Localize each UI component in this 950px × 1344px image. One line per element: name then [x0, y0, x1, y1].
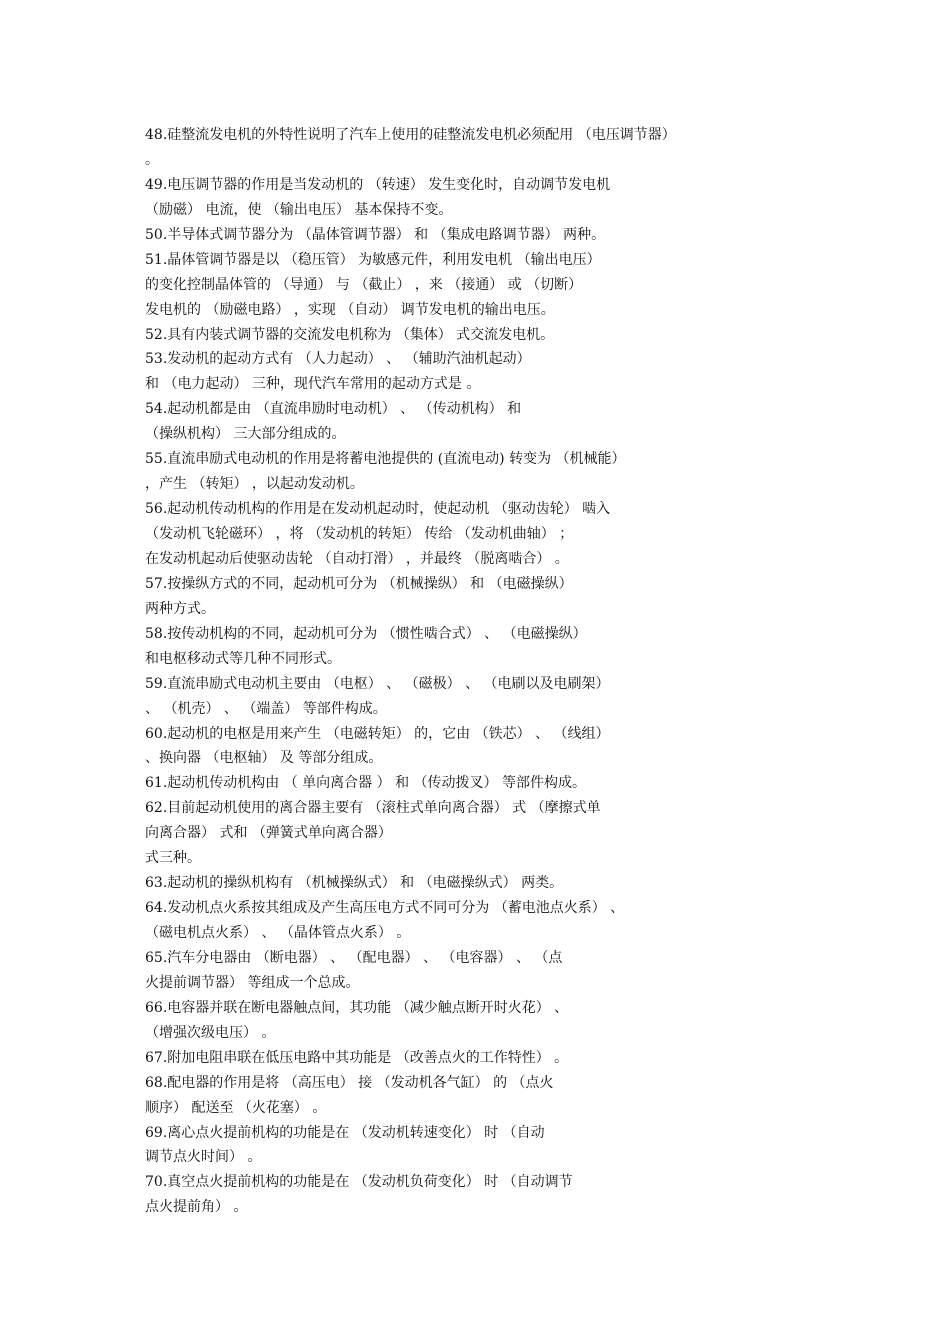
text-line: ，产生 （转矩） ，以起动发动机。 [145, 476, 364, 493]
text-line: 。 [145, 151, 159, 168]
text-line: 调节点火时间） 。 [145, 1149, 262, 1166]
text-line: 67.附加电阻串联在低压电路中其功能是 （改善点火的工作特性） 。 [145, 1049, 569, 1066]
text-line: 70.真空点火提前机构的功能是在 （发动机负荷变化） 时 （自动调节 [145, 1174, 573, 1191]
text-line: 点火提前角） 。 [145, 1199, 248, 1216]
text-line: 式三种。 [145, 850, 201, 867]
text-line: （增强次级电压） 。 [145, 1024, 276, 1041]
text-line: 发电机的 （励磁电路） ，实现 （自动） 调节发电机的输出电压。 [145, 301, 555, 318]
text-line: 49.电压调节器的作用是当发动机的 （转速） 发生变化时，自动调节发电机 [145, 176, 611, 193]
text-line: 54.起动机都是由 （直流串励时电动机） 、 （传动机构） 和 [145, 401, 522, 418]
text-line: （发动机飞轮磁环） ，将 （发动机的转矩） 传给 （发动机曲轴） ； [145, 526, 574, 542]
text-line: 的变化控制晶体管的 （导通） 与 （截止） ，来 （接通） 或 （切断） [145, 276, 583, 293]
text-line: 和 （电力起动） 三种，现代汽车常用的起动方式是 。 [145, 376, 481, 393]
text-line: 64.发动机点火系按其组成及产生高压电方式不同可分为 （蓄电池点火系） 、 [145, 900, 625, 917]
text-line: 63.起动机的操纵机构有 （机械操纵式） 和 （电磁操纵式） 两类。 [145, 875, 564, 892]
text-line: （操纵机构） 三大部分组成的。 [145, 426, 346, 443]
text-line: 66.电容器并联在断电器触点间，其功能 （减少触点断开时火花） 、 [145, 999, 569, 1016]
text-line: 62.目前起动机使用的离合器主要有 （滚柱式单向离合器） 式 （摩擦式单 [145, 800, 601, 817]
text-line: 53.发动机的起动方式有 （人力起动） 、 （辅助汽油机起动） [145, 351, 531, 368]
text-line: 50.半导体式调节器分为 （晶体管调节器） 和 （集成电路调节器） 两种。 [145, 226, 606, 243]
text-line: 向离合器） 式和 （弹簧式单向离合器） [145, 825, 392, 842]
text-line: 、换向器 （电枢轴） 及 等部分组成。 [145, 750, 383, 767]
text-line: 48.硅整流发电机的外特性说明了汽车上使用的硅整流发电机必须配用 （电压调节器） [145, 127, 676, 143]
text-line: 56.起动机传动机构的作用是在发动机起动时，使起动机 （驱动齿轮） 啮入 [145, 501, 611, 518]
text-line: 69.离心点火提前机构的功能是在 （发动机转速变化） 时 （自动 [145, 1124, 545, 1141]
text-line: 60.起动机的电枢是用来产生 （电磁转矩） 的，它由 （铁芯） 、 （线组） [145, 725, 610, 742]
text-line: 61.起动机传动机构由 （ 单向离合器 ） 和 （传动拨叉） 等部件构成。 [145, 775, 586, 792]
text-line: （磁电机点火系） 、 （晶体管点火系） 。 [145, 925, 411, 941]
text-line: 顺序） 配送至 （火花塞） 。 [145, 1099, 327, 1116]
document-body [145, 123, 810, 1220]
text-line: 火提前调节器） 等组成一个总成。 [145, 974, 360, 991]
text-line: 和电枢移动式等几种不同形式。 [145, 650, 341, 667]
text-line: 58.按传动机构的不同，起动机可分为 （惯性啮合式） 、 （电磁操纵） [145, 625, 587, 642]
text-line: 51.晶体管调节器是以 （稳压管） 为敏感元件，利用发电机 （输出电压） [145, 251, 601, 268]
text-line: 、 （机壳） 、 （端盖） 等部件构成。 [145, 700, 387, 717]
text-line: 59.直流串励式电动机主要由 （电枢） 、 （磁极） 、 （电刷以及电刷架） [145, 675, 610, 692]
text-line: 55.直流串励式电动机的作用是将蓄电池提供的 (直流电动) 转变为 （机械能） [145, 451, 626, 468]
text-line: （励磁） 电流，使 （输出电压） 基本保持不变。 [145, 201, 453, 218]
text-line: 在发动机起动后使驱动齿轮 （自动打滑） ，并最终 （脱离啮合） 。 [145, 550, 569, 567]
text-line: 两种方式。 [145, 600, 215, 617]
text-line: 68.配电器的作用是将 （高压电） 接 （发动机各气缸） 的 （点火 [145, 1074, 554, 1091]
text-line: 57.按操纵方式的不同，起动机可分为 （机械操纵） 和 （电磁操纵） [145, 575, 573, 592]
text-line: 52.具有内装式调节器的交流发电机称为 （集体） 式交流发电机。 [145, 326, 555, 343]
text-line: 65.汽车分电器由 （断电器） 、 （配电器） 、 （电容器） 、 （点 [145, 949, 563, 966]
